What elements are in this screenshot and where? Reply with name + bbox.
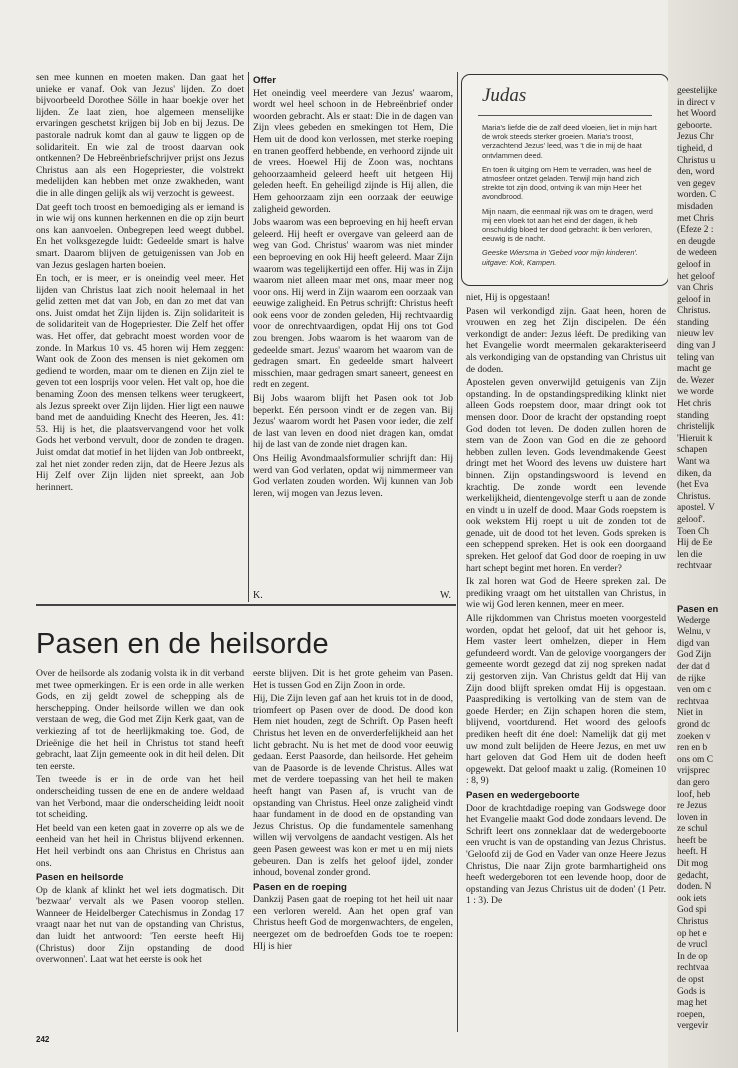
facing-page-line: Hij de Ee <box>677 538 713 549</box>
facing-page-line: ze schul <box>677 824 708 835</box>
paragraph: Op de klank af klinkt het wel iets dogmatisch. Dit 'bezwaar' vervalt als we Pasen voorop stellen. Wanneer de Heidelberger Catechismus in Zondag 17 vraagt naar het nut van de opstanding van Christus, dan luidt het antwoord: 'Ten eerste heeft Hij (Christus) door Zijn opstanding de dood overwonnen'. Laat wat het eerste is ook het <box>36 884 244 966</box>
middle-column-top <box>253 72 453 592</box>
facing-page-line: christelijk <box>677 422 715 433</box>
facing-page-line: vrijsprec <box>677 766 710 777</box>
poem-stanza: Mijn naam, die eenmaal rijk was om te dragen, werd mij een vloek tot aan het eind der dagen, ik heb onschuldig bloed ter dood gebracht: ik ben verloren, eeuwig is de nacht. <box>482 206 653 244</box>
facing-page-line: het Woord <box>677 109 716 120</box>
facing-page-line: Dit mog <box>677 859 708 870</box>
facing-page-line: ding van J <box>677 341 716 352</box>
poem-box <box>461 74 669 286</box>
facing-page-line: in direct v <box>677 97 716 108</box>
page-number: 242 <box>36 1035 50 1044</box>
column-divider <box>248 72 249 602</box>
facing-page-line: heeft. H <box>677 847 708 858</box>
section-heading: Pasen en <box>677 603 719 614</box>
facing-page-line: geboorte. <box>677 120 713 131</box>
paragraph: Ik zal horen wat God de Heere spreken zal. De prediking vraagt om het uitstallen van Christus, in wie wij God leren kennen, meer en meer. <box>466 576 666 611</box>
poem-title: Judas <box>482 85 527 106</box>
facing-page-line: zoeken v <box>677 731 711 742</box>
paragraph: Bij Jobs waarom blijft het Pasen ook tot Job beperkt. Eén persoon vindt er de zegen van. Bij Jezus' waarom wordt het Pasen voor ieder, die zelf de last van leven en dood niet dragen kan, omdat hij de last van de zonde niet dragen kan. <box>253 393 453 451</box>
facing-page-line: God spi <box>677 905 707 916</box>
facing-page-lines <box>677 616 738 1033</box>
poem-stanza: En toen ik uitging om Hem te verraden, was heel de atmosfeer ontzet geladen. Terwijl mijn hand zich strekte tot zijn dood, ontving ik van mijn Heer het avondbrood. <box>482 164 652 202</box>
section-heading: Offer <box>253 75 276 86</box>
paragraph: Apostelen geven onverwijld getuigenis van Zijn opstanding. In de opstandingsprediking klinkt niet alleen Gods roepstem door, maar dringt ook tot mensen door. Door de kracht der opstanding roept God doden tot leven. De doden zullen horen de stem van de Zoon van God en die ze gehoord hebben zullen leven. Gods levendmakende Geest dringt met het Woord des levens uw duistere hart binnen. Zijn opstandingswoord is levend en krachtig. De zonde wordt een levende werkelijkheid, dientengevolge sterft u aan de zonde en vindt u in uzelf de dood. Maar Gods roepstem is ook wekstem Hij roept u uit de zonden tot de genade, uit de dood tot het leven. Gods spreken is een scheppend spreken. Het is ook een doorgaand spreken. Het geloof dat God door de roeping in uw hart schept begint met horen. En verder? <box>466 377 666 574</box>
facing-page-line: schapen <box>677 445 708 456</box>
facing-page-line: standing <box>677 410 709 421</box>
paragraph: niet, Hij is opgestaan! <box>466 292 551 303</box>
left-column-top <box>36 72 244 602</box>
facing-page-line: worden. C <box>677 190 717 201</box>
facing-page-line: rechtvaa <box>677 696 709 707</box>
facing-page-column-top <box>677 86 738 586</box>
paragraph: Ten tweede is er in de orde van het heil onderscheiding tussen de ene en de andere weldaad van het Verbond, maar die onderscheiding leidt nooit tot scheiding. <box>36 774 244 821</box>
facing-page-line: Het chris <box>677 399 712 410</box>
facing-page-line: teling van <box>677 352 715 363</box>
paragraph: En toch, er is meer, er is oneindig veel meer. Het lijden van Christus laat zich nooit helemaal in het gelid zetten met dat van Job, en dan zo met dat van ons. Juist omdat het Zijn lijden is. Zijn solidariteit is de solidariteit van de Hogepriester. Die Zelf het offer was. Het offer, dat gebracht moest worden voor de zonde. In Markus 10 vs. 45 horen wij Hem zeggen: Want ook de Zoon des mensen is niet gekomen om gediend te worden, maar om te dienen en Zijn ziel te geven tot een losprijs voor velen. Het valt op, hoe die benaming Zoon des mensen telkens weer terugkeert, als Jezus spreekt over Zijn lijden. Hier ligt een nauwe band met de aanduiding Knecht des Heeren, Jes. 41: 53. Hij is het, die plaatsvervangend voor het volk Gods het verbond vervult, door de zonden te dragen. Juist omdat dat motief in het lijden van Job ontbreekt, zal het niet zonder reden zijn, dat de Heere Jezus als Hij Zelf over Zijn lijden niet spreekt, aan Job herinnert. <box>36 273 244 493</box>
facing-page-line: van Chris <box>677 283 714 294</box>
facing-page-line: en deugde <box>677 236 716 247</box>
facing-page-line: tigheid, d <box>677 143 713 154</box>
facing-page-line: ons om C <box>677 754 713 765</box>
facing-page-line: rechtvaar <box>677 561 712 572</box>
article-middle-column <box>253 668 453 1034</box>
section-rule <box>36 604 456 606</box>
facing-page-line: Christus u <box>677 155 716 166</box>
facing-page-line: God Zijn <box>677 650 712 661</box>
facing-page-line: loof, heb <box>677 789 711 800</box>
facing-page-line: doden. N <box>677 882 712 893</box>
right-column <box>466 292 666 1032</box>
facing-page-line: nieuw lev <box>677 329 714 340</box>
facing-page-line: de opst <box>677 975 704 985</box>
facing-page-line: In de op <box>677 951 708 962</box>
poem-source: Geeske Wiersma in 'Gebed voor mijn kinderen'. uitgave: Kok, Kampen. <box>482 248 638 267</box>
article-title: Pasen en de heilsorde <box>36 628 329 660</box>
facing-page-line: met Chris <box>677 213 714 224</box>
facing-page-line: (Efeze 2 : <box>677 225 714 236</box>
facing-page-line: ren en b <box>677 743 708 754</box>
facing-page-line: Jezus Chr <box>677 132 714 143</box>
paragraph: Dat geeft toch troost en bemoediging als er iemand is in wie wij ons kunnen herkennen en die op zijn beurt ons kan aanvoelen. Onbegrepen leed weegt dubbel. En het volksgezegde luidt: Gedeelde smart is halve smart. Daarom blijven de getuigenissen van Job en van Jezus geslagen harten boeien. <box>36 201 244 271</box>
facing-page-line: Christus. <box>677 306 711 317</box>
paragraph: Over de heilsorde als zodanig volsta ik in dit verband met twee opmerkingen. Er is een orde in alle werken Gods, en zij geldt zowel de schepping als de herschepping. Onder heilsorde willen we dan ook verstaan de weg, die God met Zijn Kerk gaat, van de verkiezing af tot de heerlijkmaking toe. God, de Drieënige die het heil in Christus tot stand heeft gebracht, laat Zijn gemeente ook in dit heil delen. Dit ten eerste. <box>36 668 244 772</box>
facing-page-line: ook iets <box>677 893 707 904</box>
facing-page-line: Niet in <box>677 708 703 719</box>
facing-page-line: de. Wezer <box>677 375 715 386</box>
paragraph: Alle rijkdommen van Christus moeten voorgesteld worden, opdat het geloof, dat uit het gehoor is, Hem vaster leert omhelzen, dieper in Hem gefundeerd wordt. Van de gelovige voorgangers der gemeente wordt gezegd dat zij nog spreken nadat zij gestorven zijn. Van Christus geldt dat Hij van Zijn dood blijft spreken omdat Hij is opgestaan. Paasprediking is vertolking van de stem van de goede Herder; en Zijn schapen horen die stem, blijvend, voortdurend. Het woord des geloofs prediken heeft dit éne doel: Namelijk dat gij met uw mond zult belijden de Heere Jezus, en met uw hart geloven dat God Hem uit de doden heeft opgewekt. Dat geloof maakt u zalig. (Romeinen 10 : 8, 9) <box>466 613 666 787</box>
paragraph: Het oneindig veel meerdere van Jezus' waarom, wordt wel heel schoon in de Hebreënbrief onder woorden gebracht. Als er staat: Die in de dagen van Zijn vlees gebeden en smekingen tot Hem, Die Hem uit de dood kon verlossen, met sterke roeping en tranen geofferd hebbende, en verhoord zijnde uit de vrees. Hoewel Hij de Zoon was, nochtans gehoorzaamheid geleerd heeft uit hetgeen Hij geleden heeft. En geheiligd zijnde is Hij allen, die Hem gehoorzaam zijn een oorzaak der eeuwige zaligheid geworden. <box>253 87 453 215</box>
facing-page-line: de rijke <box>677 673 706 684</box>
facing-page-line: geloof'. <box>677 514 705 525</box>
paragraph: Pasen wil verkondigd zijn. Gaat heen, horen de vrouwen en zeg het Zijn discipelen. De één verkondigt de ander: Jezus léeft. De prediking van het Evangelie wordt meermalen gekarakteriseerd als verkondiging van de opstanding van Christus uit de doden. <box>466 305 666 375</box>
paragraph: Door de krachtdadige roeping van Godswege door het Evangelie maakt God dode zondaars levend. De Schrift leert ons zonneklaar dat de wedergeboorte een vrucht is van de opstanding van Jezus Christus. 'Geloofd zij de God en Vader van onze Heere Jezus Christus, Die naar Zijn grote barmhartigheid ons heeft wedergeboren tot een levende hoop, door de opstanding van Jezus Christus uit de doden' (1 Petr. 1 : 3). De <box>466 802 666 907</box>
paragraph: Hij, Die Zijn leven gaf aan het kruis tot in de dood, triomfeert op Pasen over de dood. De dood kon Hem niet houden, zegt de Schrift. Op Pasen heeft Christus het leven en de onverderfelijkheid aan het licht gebracht. Nu is het met de dood voor eeuwig gedaan. Eerst Paasorde, dan heilsorde. Het geheim van de Paasorde is de levende Christus. Alles wat met de verdere toepassing van het heil te maken heeft hangt van Pasen af, is vrucht van de opstanding van Christus. Heel onze zaligheid vindt haar fundament in de dood en de opstanding van Jezus Christus. Op die fundamentele samenhang willen wij vervolgens de aandacht vestigen. Als het geen Pasen geweest was kon er met u en mij niets gebeuren. Dan is zelfs het geloof ijdel, zonder inhoud, bovenal zonder grond. <box>253 693 453 879</box>
facing-page-line: macht ge <box>677 364 712 375</box>
facing-page-line: rechtvaa <box>677 963 709 974</box>
facing-page-line: geloof in <box>677 259 711 270</box>
paragraph: sen mee kunnen en moeten maken. Dan gaat het unieke er vanaf. Ook van Jezus' lijden. Zo doet bijvoorbeeld Dorothee Sölle in haar boekje over het lijden. Ze laat zien, hoe algemeen menselijke ervaringen geschetst krijgen bij Job en bij Jezus. De pastorale nadruk komt dan al gauw te liggen op de solidariteit. En wie zal de troost daarvan ook ontkennen? De Hebreënbriefschrijver prijst ons Jezus Christus aan als een Hogepriester, die volstrekt medelijden kan hebben met onze zwakheden, want die in alle dingen gelijk als wij verzocht is geweest. <box>36 72 244 199</box>
facing-page-line: re Jezus <box>677 801 707 812</box>
section-heading: Pasen en de roeping <box>253 881 347 893</box>
facing-page-line: Want wa <box>677 457 710 467</box>
poem-body <box>482 123 660 272</box>
facing-page-line: Toen Ch <box>677 526 709 537</box>
facing-page-line: diken, da <box>677 468 712 479</box>
facing-page-line: Gods is <box>677 986 706 997</box>
facing-page-line: (het Eva <box>677 480 709 491</box>
facing-page-line: Christus. <box>677 491 711 502</box>
poem-title-rule <box>478 115 652 116</box>
facing-page-line: vergevir <box>677 1021 709 1032</box>
signature-right: W. <box>440 590 452 601</box>
facing-page-line: geestelijke <box>677 86 718 96</box>
facing-page-column-bottom <box>677 600 738 1040</box>
facing-page-line: der dat d <box>677 661 710 672</box>
facing-page-line: de wedeen <box>677 248 717 259</box>
facing-page-line: Welnu, v <box>677 627 711 638</box>
facing-page-line: dan gero <box>677 777 710 788</box>
facing-page-line: geloof in <box>677 294 711 305</box>
paragraph: Dankzij Pasen gaat de roeping tot het heil uit naar een verloren wereld. Aan het open graf van Christus heeft God de morgenwachters, de engelen, neergezet om de bedroefden Gods toe te roepen: HIj is hier <box>253 894 453 952</box>
facing-page-line: apostel. V <box>677 503 715 514</box>
facing-page-line: heeft be <box>677 835 707 846</box>
article-left-column <box>36 668 244 1034</box>
facing-page-line: len die <box>677 549 703 560</box>
paragraph: Jobs waarom was een beproeving en hij heeft ervan geleerd. Hij heeft er overgave van geleerd aan de weg van God. Christus' waarom was niet minder een beproeving en ook Hij heeft geleerd. Maar Zijn waarom was tegelijkertijd een offer. Hij was in Zijn waarom niet alleen maar met ons, maar meer nog voor ons. Hij werd in Zijn waarom een oorzaak van eeuwige zaligheid. En Petrus schrijft: Christus heeft ook eens voor de zonden geleden, Hij rechtvaardig voor de onrechtvaardigen, opdat Hij ons tot God zou brengen. Jobs waarom is het waarom van de gedeelde smart. Jezus' waarom het waarom van de gedragen smart. En gedeelde smart halveert misschien, maar gedragen smart saneert, geneest en redt en zegent. <box>253 217 453 391</box>
facing-page-line: de vrucl <box>677 940 708 951</box>
paragraph: Het beeld van een keten gaat in zoverre op als we de eenheid van het heil in Christus blijvend erkennen. Het heil verbindt ons aan Christus en Christus aan ons. <box>36 822 244 869</box>
facing-page-line: den, word <box>677 167 715 178</box>
facing-page-line: misdaden <box>677 201 713 212</box>
poem-stanza: Maria's liefde die de zalf deed vloeien, liet in mijn hart de wrok steeds sterker groeien. Maria's troost, verzachtend Jezus' leed, was 't die in mij de haat ontvlammen deed. <box>482 123 657 160</box>
facing-page-line: ven gegev <box>677 178 716 189</box>
facing-page-line: digd van <box>677 638 710 649</box>
section-heading: Pasen en wedergeboorte <box>466 789 580 801</box>
signature-left: K. <box>253 590 263 601</box>
facing-page-line: het geloof <box>677 271 715 282</box>
facing-page-line: Wederge <box>677 615 710 626</box>
facing-page-line: standing <box>677 317 709 328</box>
facing-page-line: Christus <box>677 917 709 928</box>
paragraph: eerste blijven. Dit is het grote geheim van Pasen. Het is tussen God en Zijn Zoon in orde. <box>253 668 453 691</box>
facing-page-line: op het e <box>677 928 707 939</box>
facing-page-line: loven in <box>677 812 708 823</box>
facing-page-line: 'Hieruit k <box>677 433 713 444</box>
column-divider <box>457 72 458 1032</box>
facing-page-line: mag het <box>677 998 707 1009</box>
facing-page-line: ven om c <box>677 685 712 696</box>
facing-page-line: grond dc <box>677 719 711 730</box>
section-heading: Pasen en heilsorde <box>36 872 124 884</box>
facing-page-line: gedacht, <box>677 870 709 881</box>
facing-page-line: roepen, <box>677 1009 705 1020</box>
facing-page-line: we worde <box>677 387 714 398</box>
paragraph: Ons Heilig Avondmaalsformulier schrijft dan: Hij werd van God verlaten, opdat wij nimmermeer van God verlaten zouden worden. Wij kunnen van Job leren, wij mogen van Jezus leven. <box>253 453 453 499</box>
